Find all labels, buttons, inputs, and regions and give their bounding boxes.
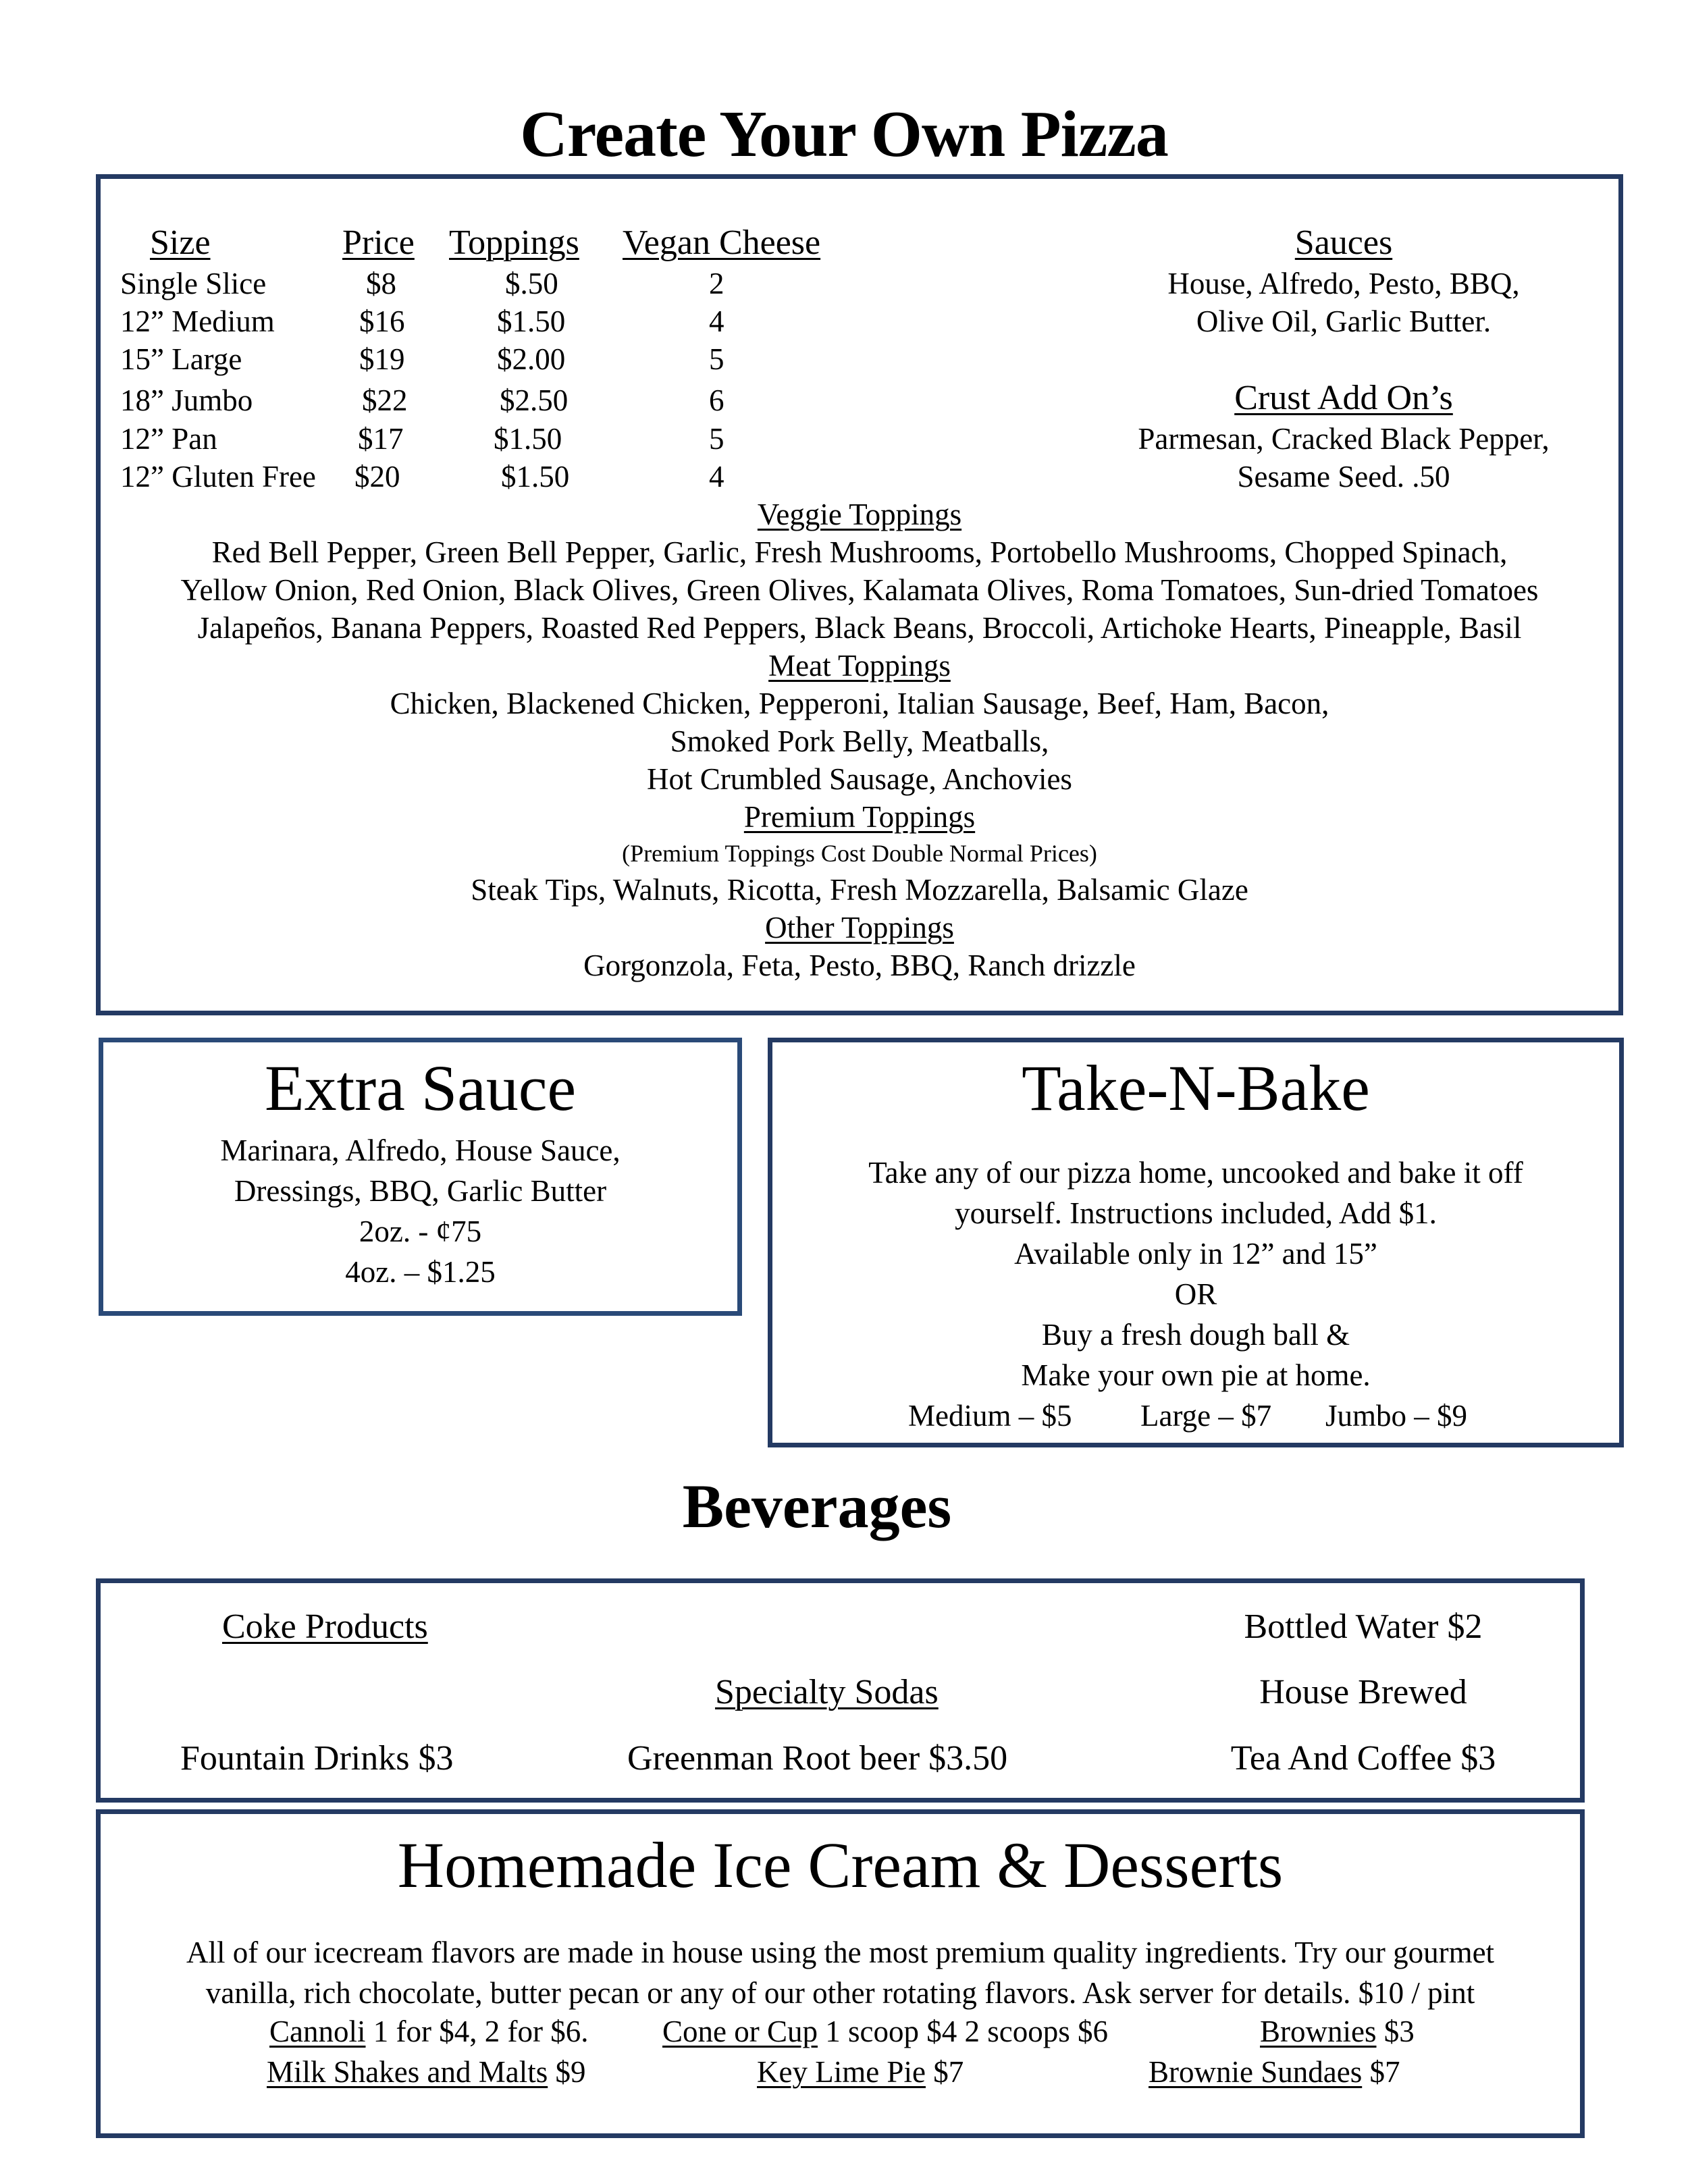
crust-heading: Crust Add On’s [1234,379,1453,417]
toppings-cell: $2.00 [497,342,566,376]
tea-and-coffee: Tea And Coffee $3 [1230,1739,1496,1778]
cone-price: 1 scoop $4 2 scoops $6 [818,2015,1108,2048]
meat-line: Smoked Pork Belly, Meatballs, [670,724,1049,758]
extra-sauce-line: Marinara, Alfredo, House Sauce, [220,1134,621,1167]
desserts-box [96,1809,1585,2138]
brownies-name: Brownies [1260,2015,1377,2048]
size-cell: 12” Gluten Free [120,460,316,494]
size-cell: 12” Medium [120,304,275,338]
toppings-cell: $2.50 [500,383,569,417]
price-cell: $16 [359,304,405,338]
extra-sauce-box [99,1038,742,1316]
brownie-sundaes-price: $7 [1362,2055,1400,2089]
key-lime-pie-price: $7 [925,2055,964,2089]
pizza-title: Create Your Own Pizza [520,98,1168,171]
take-n-bake-line: Take any of our pizza home, uncooked and bake it off [868,1156,1523,1190]
vegan-cell: 4 [709,304,724,338]
vegan-cell: 2 [709,267,724,300]
take-n-bake-line: Make your own pie at home. [1021,1358,1371,1392]
size-cell: 15” Large [120,342,242,376]
vegan-cell: 6 [709,383,724,417]
crust-line: Parmesan, Cracked Black Pepper, [1138,422,1550,456]
root-beer: Greenman Root beer $3.50 [627,1739,1008,1778]
price-cell: $8 [366,267,396,300]
veggie-line: Jalapeños, Banana Peppers, Roasted Red Peppers, Black Beans, Broccoli, Artichoke Hearts, Pineapple, Basil [197,611,1522,645]
house-brewed: House Brewed [1259,1673,1467,1711]
desserts-title: Homemade Ice Cream & Desserts [397,1829,1284,1901]
cone-item [662,2011,1108,2052]
take-n-bake-line: OR [1174,1277,1217,1311]
cone-name: Cone or Cup [662,2015,818,2048]
premium-note: (Premium Toppings Cost Double Normal Prices) [622,840,1097,867]
shakes-price: $9 [548,2055,586,2089]
cannoli-name: Cannoli [269,2015,366,2048]
take-n-bake-box [768,1038,1624,1447]
sauces-line: Olive Oil, Garlic Butter. [1196,304,1492,338]
toppings-header: Toppings [449,223,579,262]
meat-heading: Meat Toppings [768,649,951,683]
extra-sauce-line: 4oz. – $1.25 [345,1255,496,1289]
brownie-sundaes-item [1149,2052,1400,2092]
beverages-title: Beverages [682,1472,952,1541]
price-cell: $17 [358,422,404,456]
toppings-cell: $1.50 [501,460,570,494]
toppings-cell: $1.50 [497,304,566,338]
vegan-cheese-header: Vegan Cheese [623,223,821,262]
key-lime-pie-item [757,2052,964,2092]
brownies-item [1260,2011,1415,2052]
veggie-heading: Veggie Toppings [757,498,962,531]
extra-sauce-line: Dressings, BBQ, Garlic Butter [234,1174,607,1208]
premium-line: Steak Tips, Walnuts, Ricotta, Fresh Mozzarella, Balsamic Glaze [471,873,1248,907]
take-n-bake-line: Available only in 12” and 15” [1014,1237,1377,1271]
brownie-sundaes-name: Brownie Sundaes [1149,2055,1363,2089]
vegan-cell: 5 [709,422,724,456]
desserts-description: All of our icecream flavors are made in house using the most premium quality ingredients. Try our gourmet [186,1936,1495,1969]
dough-price-large: Large – $7 [1140,1399,1272,1433]
price-cell: $19 [359,342,405,376]
price-header: Price [342,223,415,262]
toppings-cell: $1.50 [494,422,562,456]
premium-heading: Premium Toppings [743,800,976,834]
meat-line: Hot Crumbled Sausage, Anchovies [647,762,1072,796]
desserts-description: vanilla, rich chocolate, butter pecan or any of our other rotating flavors. Ask server for details. $10 / pint [205,1976,1475,2010]
cannoli-item [269,2011,588,2052]
sauces-line: House, Alfredo, Pesto, BBQ, [1167,267,1520,300]
extra-sauce-title: Extra Sauce [264,1052,577,1124]
other-line: Gorgonzola, Feta, Pesto, BBQ, Ranch drizzle [583,949,1136,982]
toppings-cell: $.50 [505,267,558,300]
bottled-water: Bottled Water $2 [1244,1607,1483,1646]
size-cell: 12” Pan [120,422,217,456]
sauces-heading: Sauces [1294,223,1393,262]
veggie-line: Yellow Onion, Red Onion, Black Olives, Green Olives, Kalamata Olives, Roma Tomatoes, Sun-dried Tomatoes [180,573,1539,607]
fountain-drinks: Fountain Drinks $3 [180,1739,454,1778]
shakes-item [267,2052,585,2092]
vegan-cell: 5 [709,342,724,376]
price-cell: $20 [354,460,400,494]
coke-products-heading: Coke Products [222,1607,428,1646]
vegan-cell: 4 [709,460,724,494]
size-cell: 18” Jumbo [120,383,253,417]
cannoli-price: 1 for $4, 2 for $6. [365,2015,589,2048]
dough-price-jumbo: Jumbo – $9 [1325,1399,1468,1433]
key-lime-pie-name: Key Lime Pie [757,2055,926,2089]
extra-sauce-line: 2oz. - ¢75 [359,1215,482,1248]
take-n-bake-line: Buy a fresh dough ball & [1041,1318,1350,1352]
take-n-bake-title: Take-N-Bake [1022,1052,1370,1124]
beverages-box [96,1578,1585,1803]
dough-price-medium: Medium – $5 [908,1399,1072,1433]
size-cell: Single Slice [120,267,267,300]
size-header: Size [150,223,211,262]
price-cell: $22 [362,383,408,417]
meat-line: Chicken, Blackened Chicken, Pepperoni, Italian Sausage, Beef, Ham, Bacon, [390,687,1329,720]
take-n-bake-line: yourself. Instructions included, Add $1. [955,1196,1437,1230]
veggie-line: Red Bell Pepper, Green Bell Pepper, Garlic, Fresh Mushrooms, Portobello Mushrooms, Chopped Spinach, [211,535,1508,569]
other-heading: Other Toppings [765,911,954,944]
crust-line: Sesame Seed. .50 [1237,460,1450,494]
shakes-name: Milk Shakes and Malts [267,2055,548,2089]
specialty-sodas-heading: Specialty Sodas [715,1673,939,1711]
brownies-price: $3 [1376,2015,1415,2048]
